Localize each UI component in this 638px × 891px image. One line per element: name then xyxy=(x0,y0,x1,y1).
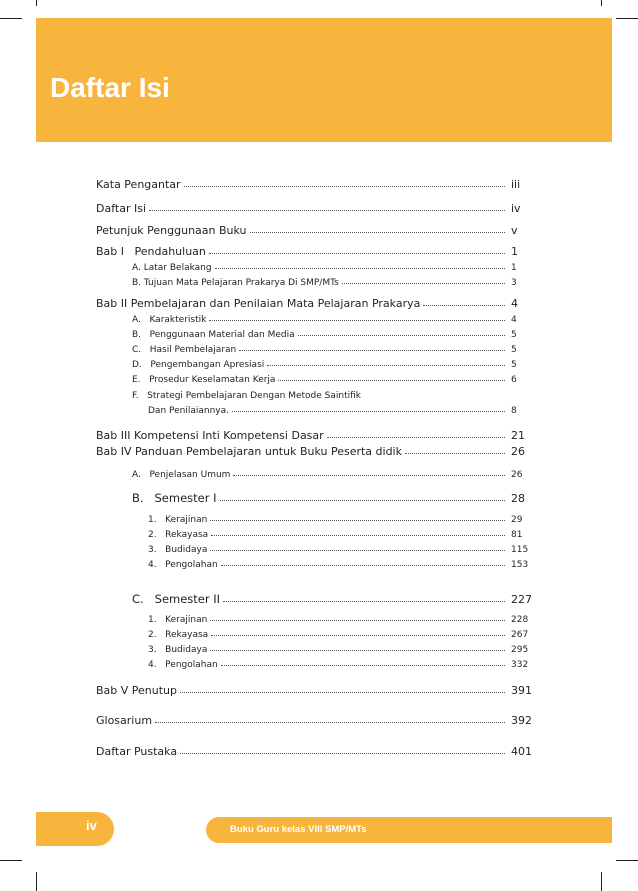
toc-label: Bab III Kompetensi Inti Kompetensi Dasar xyxy=(96,429,324,442)
toc-page: 6 xyxy=(511,375,517,385)
toc-page: 28 xyxy=(511,492,525,505)
toc-label: D. Pengembangan Apresiasi xyxy=(132,360,265,370)
toc-label: 3. Budidaya xyxy=(148,645,208,655)
toc-leader xyxy=(233,475,505,476)
toc-page: 1 xyxy=(511,263,517,273)
toc-label: A. Penjelasan Umum xyxy=(132,470,231,480)
toc-entry[interactable] xyxy=(132,391,508,401)
toc-entry[interactable] xyxy=(96,745,508,758)
toc-leader xyxy=(423,305,505,306)
toc-label: C. Hasil Pembelajaran xyxy=(132,345,237,355)
footer-page-tab xyxy=(36,812,114,846)
toc-entry[interactable] xyxy=(132,375,508,385)
toc-entry[interactable] xyxy=(96,714,508,727)
toc-label: Glosarium xyxy=(96,714,153,727)
toc-label: Dan Penilaiannya. xyxy=(148,406,229,416)
toc-label: C. Semester II xyxy=(132,592,221,606)
toc-label: B. Semester I xyxy=(132,491,217,505)
toc-entry[interactable] xyxy=(132,470,508,480)
toc-label: Kata Pengantar xyxy=(96,178,181,191)
toc-leader xyxy=(221,565,505,566)
toc-entry[interactable] xyxy=(148,406,508,416)
toc-entry[interactable] xyxy=(148,630,508,640)
toc-entry[interactable] xyxy=(96,202,508,215)
toc-page: 26 xyxy=(511,470,523,480)
toc-page: 8 xyxy=(511,406,517,416)
toc-page: 227 xyxy=(511,593,532,606)
toc-label: 4. Pengolahan xyxy=(148,660,218,670)
toc-leader xyxy=(267,365,505,366)
toc-entry[interactable] xyxy=(148,515,508,525)
toc-page: iii xyxy=(511,178,521,191)
toc-label: A. Latar Belakang xyxy=(132,263,212,273)
toc-entry[interactable] xyxy=(148,530,508,540)
toc-label: Daftar Isi xyxy=(96,202,146,215)
toc-page: 228 xyxy=(511,615,529,625)
toc-leader xyxy=(298,335,505,336)
toc-label: 2. Rekayasa xyxy=(148,630,209,640)
toc-leader xyxy=(232,411,505,412)
toc-label: Bab IV Panduan Pembelajaran untuk Buku Peserta didik xyxy=(96,445,402,458)
toc-label: A. Karakteristik xyxy=(132,315,207,325)
toc-leader xyxy=(223,601,505,602)
toc-label: Bab I Pendahuluan xyxy=(96,245,206,258)
toc-page: 5 xyxy=(511,345,517,355)
toc-page: 392 xyxy=(511,714,532,727)
toc-entry[interactable] xyxy=(96,297,508,310)
toc-leader xyxy=(210,650,505,651)
toc-page: 21 xyxy=(511,429,525,442)
toc-leader xyxy=(405,453,505,454)
toc-entry[interactable] xyxy=(148,615,508,625)
toc-page: 153 xyxy=(511,560,529,570)
toc-entry[interactable] xyxy=(132,491,508,505)
toc-page: 81 xyxy=(511,530,523,540)
toc-entry[interactable] xyxy=(148,560,508,570)
toc-leader xyxy=(239,350,505,351)
toc-page: 4 xyxy=(511,297,518,310)
toc-leader xyxy=(209,253,505,254)
toc-label: B. Tujuan Mata Pelajaran Prakarya Di SMP/MTs xyxy=(132,278,339,288)
toc-label: B. Penggunaan Material dan Media xyxy=(132,330,295,340)
toc-leader xyxy=(250,232,505,233)
toc-page: 115 xyxy=(511,545,529,555)
toc-leader xyxy=(327,437,505,438)
toc-page: 5 xyxy=(511,330,517,340)
toc-label: F. Strategi Pembelajaran Dengan Metode Saintifik xyxy=(132,391,361,401)
toc-entry[interactable] xyxy=(148,645,508,655)
toc-leader xyxy=(184,186,505,187)
toc-leader xyxy=(180,753,505,754)
toc-leader xyxy=(209,320,505,321)
toc-label: 1. Kerajinan xyxy=(148,615,208,625)
toc-leader xyxy=(215,268,505,269)
footer-book-title: Buku Guru kelas VIII SMP/MTs xyxy=(230,824,367,835)
toc-page: 26 xyxy=(511,445,525,458)
toc-page: 1 xyxy=(511,245,518,258)
toc-leader xyxy=(180,692,505,693)
toc-label: 3. Budidaya xyxy=(148,545,208,555)
toc-page: 295 xyxy=(511,645,529,655)
toc-entry[interactable] xyxy=(148,660,508,670)
toc-page: 3 xyxy=(511,278,517,288)
toc-leader xyxy=(211,535,505,536)
toc-label: 2. Rekayasa xyxy=(148,530,209,540)
toc-page: 267 xyxy=(511,630,529,640)
toc-entry[interactable] xyxy=(132,330,508,340)
toc-page: 4 xyxy=(511,315,517,325)
toc-leader xyxy=(210,550,505,551)
toc-label: Petunjuk Penggunaan Buku xyxy=(96,224,247,237)
toc-label: 4. Pengolahan xyxy=(148,560,218,570)
toc-entry[interactable] xyxy=(96,684,508,697)
page-title: Daftar Isi xyxy=(50,72,170,103)
toc-label: Bab II Pembelajaran dan Penilaian Mata Pelajaran Prakarya xyxy=(96,297,421,310)
toc-label: E. Prosedur Keselamatan Kerja xyxy=(132,375,276,385)
toc-label: Daftar Pustaka xyxy=(96,745,178,758)
toc-entry[interactable] xyxy=(96,445,508,458)
footer-page-number: iv xyxy=(86,818,97,833)
toc-leader xyxy=(342,283,505,284)
toc-entry[interactable] xyxy=(96,224,508,237)
toc-entry[interactable] xyxy=(148,545,508,555)
toc-entry[interactable] xyxy=(132,263,508,273)
toc-page: 391 xyxy=(511,684,532,697)
toc-page: iv xyxy=(511,202,521,215)
toc-leader xyxy=(220,500,505,501)
toc-leader xyxy=(210,620,505,621)
toc-leader xyxy=(221,665,505,666)
toc-entry[interactable] xyxy=(132,592,508,606)
toc-entry[interactable] xyxy=(132,360,508,370)
toc-entry[interactable] xyxy=(132,315,508,325)
toc-leader xyxy=(211,635,505,636)
toc-leader xyxy=(149,210,505,211)
toc-label: Bab V Penutup xyxy=(96,684,178,697)
toc-page: v xyxy=(511,224,518,237)
toc-entry[interactable] xyxy=(132,345,508,355)
toc-leader xyxy=(155,722,505,723)
toc-entry[interactable] xyxy=(96,178,508,191)
toc-leader xyxy=(210,520,505,521)
toc-page: 5 xyxy=(511,360,517,370)
toc-leader xyxy=(278,380,505,381)
toc-label: 1. Kerajinan xyxy=(148,515,208,525)
toc-page: 332 xyxy=(511,660,529,670)
toc-page: 29 xyxy=(511,515,523,525)
toc-entry[interactable] xyxy=(96,245,508,258)
toc-entry[interactable] xyxy=(96,429,508,442)
toc-entry[interactable] xyxy=(132,278,508,288)
toc-page: 401 xyxy=(511,745,532,758)
